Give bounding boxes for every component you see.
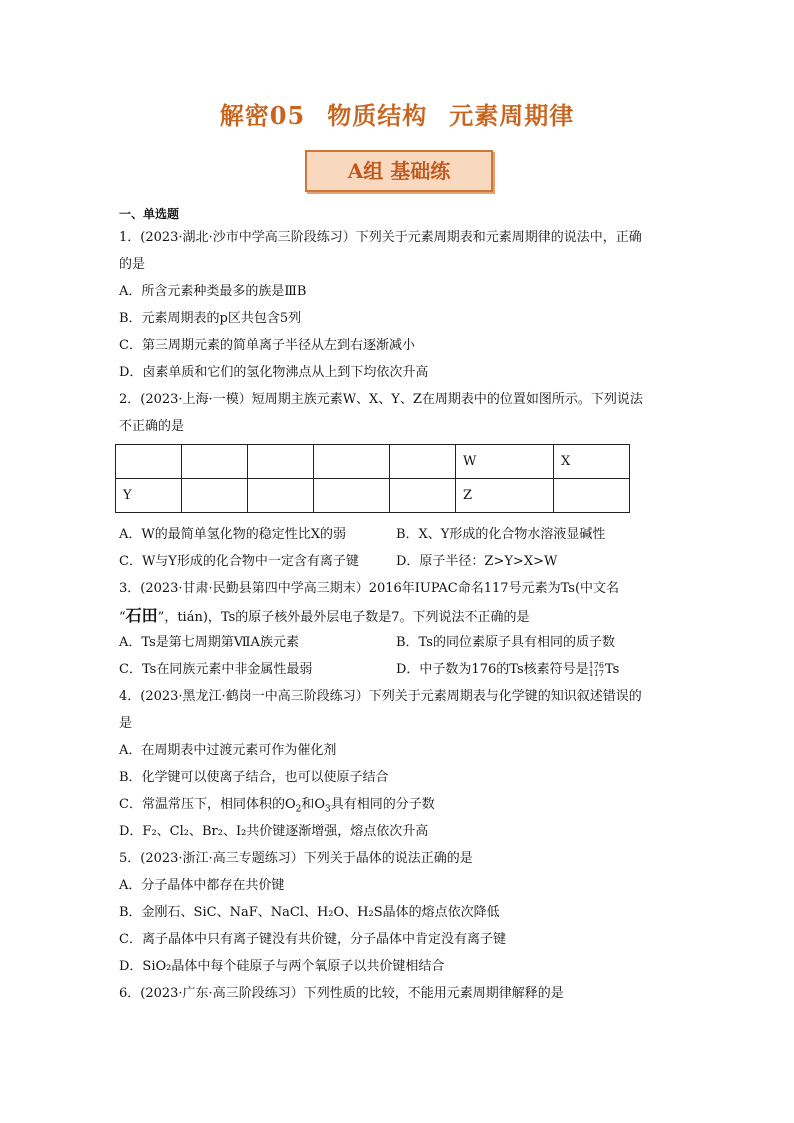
q1-option-d: D．卤素单质和它们的氢化物沸点从上到下均依次升高 <box>119 365 429 380</box>
table-cell <box>314 445 390 479</box>
q3-stem-line1: 3．(2023·甘肃·民勤县第四中学高三期末）2016年IUPAC命名117号元素为Ts(中文名 <box>119 581 620 596</box>
q3-options-ab <box>119 629 679 656</box>
table-row <box>116 479 630 513</box>
title-part-1: 解密05 <box>219 101 306 130</box>
q4-option-b: B．化学键可以使离子结合，也可以使原子结合 <box>119 770 389 785</box>
q3-stem-line2 <box>119 602 679 629</box>
q3-option-c: C．Ts在同族元素中非金属性最弱 <box>119 662 313 677</box>
table-cell: X <box>554 445 630 479</box>
title-part-3: 元素周期律 <box>449 101 575 130</box>
q3-stem-line2-rest: ”，tián)，Ts的原子核外最外层电子数是7。下列说法不正确的是 <box>157 610 530 625</box>
q4-c-mid: 和O <box>301 797 326 812</box>
q3-options-cd <box>119 656 679 683</box>
q4-c-post: 具有相同的分子数 <box>330 797 435 812</box>
table-cell <box>116 445 182 479</box>
table-cell <box>314 479 390 513</box>
table-cell <box>182 479 248 513</box>
q1-option-c: C．第三周期元素的简单离子半径从左到右逐渐减小 <box>119 338 415 353</box>
q3-option-d <box>396 656 619 683</box>
table-cell <box>554 479 630 513</box>
q4-option-a: A．在周期表中过渡元素可作为催化剂 <box>119 743 337 758</box>
page-title <box>0 96 794 131</box>
table-cell <box>182 445 248 479</box>
q2-options-cd <box>119 548 679 575</box>
table-cell <box>248 445 314 479</box>
q3-element-char: 石田 <box>125 606 158 625</box>
q1-option-b: B．元素周期表的p区共包含5列 <box>119 311 302 326</box>
q5-stem: 5．(2023·浙江·高三专题练习）下列关于晶体的说法正确的是 <box>119 851 473 866</box>
group-label-box <box>305 150 493 192</box>
q5-option-c: C．离子晶体中只有离子键没有共价键，分子晶体中肯定没有离子键 <box>119 932 506 947</box>
table-cell: Y <box>116 479 182 513</box>
periodic-table-fragment <box>115 444 630 513</box>
q3-option-d-text: D．中子数为176的Ts核素符号是 <box>396 662 589 677</box>
q4-c-sub1: 2 <box>295 804 302 815</box>
mass-number: 176 <box>588 660 604 670</box>
q4-stem-line1: 4．(2023·黑龙江·鹤岗一中高三阶段练习）下列关于元素周期表与化学键的知识叙述错误的 <box>119 689 642 704</box>
nuclide-notation <box>589 662 604 678</box>
q6-stem: 6．(2023·广东·高三阶段练习）下列性质的比较，不能用元素周期律解释的是 <box>119 986 564 1001</box>
q2-stem-line2: 不正确的是 <box>119 419 185 434</box>
q4-option-d: D．F₂、Cl₂、Br₂、I₂共价键逐渐增强，熔点依次升高 <box>119 824 429 839</box>
q1-option-a: A．所含元素种类最多的族是ⅢB <box>119 284 307 299</box>
table-row <box>116 445 630 479</box>
table-cell: W <box>456 445 554 479</box>
q2-option-c: C．W与Y形成的化合物中一定含有离子键 <box>119 554 359 569</box>
nuclide-symbol: Ts <box>604 662 620 677</box>
q1-stem-line2: 的是 <box>119 257 146 272</box>
q3-option-a: A．Ts是第七周期第ⅦA族元素 <box>119 635 299 650</box>
table-cell: Z <box>456 479 554 513</box>
atomic-number: 117 <box>588 668 604 678</box>
table-cell <box>390 445 456 479</box>
q2-options-ab <box>119 521 679 548</box>
title-part-2: 物质结构 <box>327 101 428 130</box>
q4-c-sub2: 3 <box>325 804 331 815</box>
table-cell <box>390 479 456 513</box>
q5-option-a: A．分子晶体中都存在共价键 <box>119 878 285 893</box>
q3-open-quote: “ <box>119 610 126 625</box>
q2-stem-line1: 2．(2023·上海·一模）短周期主族元素W、X、Y、Z在周期表中的位置如图所示。下列说法 <box>119 392 643 407</box>
q2-option-d: D．原子半径：Z>Y>X>W <box>396 554 558 569</box>
q5-option-d: D．SiO₂晶体中每个硅原子与两个氧原子以共价键相结合 <box>119 959 445 974</box>
q4-c-pre: C．常温常压下，相同体积的O <box>119 797 296 812</box>
q4-stem-line2: 是 <box>119 716 133 731</box>
table-cell <box>248 479 314 513</box>
q3-option-b: B．Ts的同位素原子具有相同的质子数 <box>396 635 615 650</box>
q2-option-b: B．X、Y形成的化合物水溶液显碱性 <box>396 527 606 542</box>
q4-option-c <box>119 791 679 818</box>
question-content <box>119 204 679 1007</box>
q1-stem-line1: 1．(2023·湖北·沙市中学高三阶段练习）下列关于元素周期表和元素周期律的说法中，正确 <box>119 230 642 245</box>
section-heading: 一、单选题 <box>119 207 180 221</box>
q2-option-a: A．W的最简单氢化物的稳定性比X的弱 <box>119 527 347 542</box>
group-label: A组 基础练 <box>347 159 451 183</box>
q5-option-b: B．金刚石、SiC、NaF、NaCl、H₂O、H₂S晶体的熔点依次降低 <box>119 905 500 920</box>
